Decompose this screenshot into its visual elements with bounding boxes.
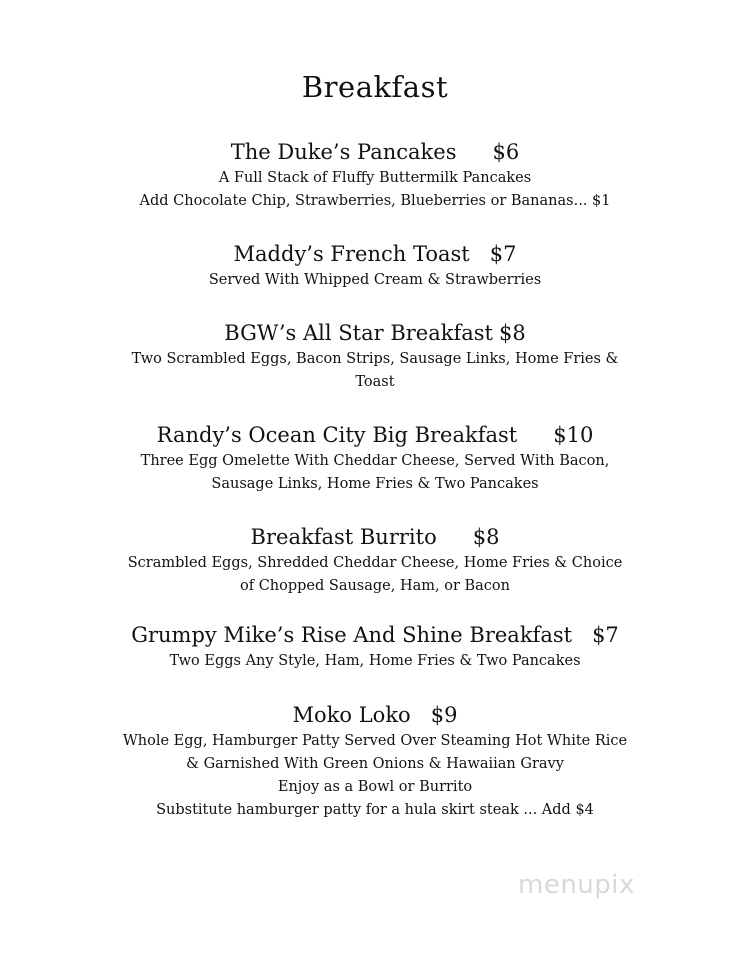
menu-item-description: Two Scrambled Eggs, Bacon Strips, Sausage Links, Home Fries & <box>131 351 619 367</box>
menu-item-name: Moko Loko <box>292 703 411 727</box>
menu-item-name: BGW’s All Star Breakfast <box>224 321 493 345</box>
menu-item-description: of Chopped Sausage, Ham, or Bacon <box>239 578 510 594</box>
menu-item-price: $7 <box>592 623 619 647</box>
menu-item-header <box>60 420 690 450</box>
menu-item-description: Substitute hamburger patty for a hula skirt steak ... Add $4 <box>156 802 594 818</box>
menu-item-description: Add Chocolate Chip, Strawberries, Blueberries or Bananas... $1 <box>139 193 611 209</box>
menu-item-description: Sausage Links, Home Fries & Two Pancakes <box>211 476 539 492</box>
menu-item-header <box>60 700 690 730</box>
menu-item-price: $10 <box>553 423 594 447</box>
menu-item-header <box>60 620 690 650</box>
menu-title: Breakfast <box>301 70 449 104</box>
menu-item-description: Served With Whipped Cream & Strawberries <box>208 272 542 288</box>
menu-item-grumpy-mikes-breakfast <box>60 620 690 673</box>
menupix-watermark: menupix <box>518 870 635 900</box>
menu-item-header <box>60 522 690 552</box>
menu-item-description: Enjoy as a Bowl or Burrito <box>277 779 473 795</box>
menu-item-moko-loko <box>60 700 690 822</box>
menu-item-price: $9 <box>430 703 458 727</box>
menu-item-description: Toast <box>355 374 395 390</box>
menu-item-description: Three Egg Omelette With Cheddar Cheese, Served With Bacon, <box>140 453 610 469</box>
menu-item-breakfast-burrito <box>60 522 690 598</box>
menu-item-description: & Garnished With Green Onions & Hawaiian Gravy <box>186 756 564 772</box>
menu-item-price: $8 <box>498 321 526 345</box>
menu-item-name: Grumpy Mike’s Rise And Shine Breakfast <box>131 623 573 647</box>
menu-item-name: Randy’s Ocean City Big Breakfast <box>156 423 518 447</box>
menu-item-bgw-all-star-breakfast <box>60 318 690 394</box>
menu-item-name: Breakfast Burrito <box>250 525 437 549</box>
menu-item-description: Two Eggs Any Style, Ham, Home Fries & Two Pancakes <box>169 653 581 669</box>
menu-item-price: $7 <box>489 242 517 266</box>
menu-item-name: Maddy’s French Toast <box>233 242 470 266</box>
menu-item-header <box>60 318 690 348</box>
menu-item-header <box>60 137 690 167</box>
menu-item-description: Scrambled Eggs, Shredded Cheddar Cheese, Home Fries & Choice <box>127 555 623 571</box>
menu-item-randys-big-breakfast <box>60 420 690 496</box>
menu-item-dukes-pancakes <box>60 137 690 213</box>
menu-item-maddys-french-toast <box>60 239 690 292</box>
menu-item-description: A Full Stack of Fluffy Buttermilk Pancakes <box>218 170 532 186</box>
menu-item-header <box>60 239 690 269</box>
menu-item-name: The Duke’s Pancakes <box>230 140 457 164</box>
menu-item-price: $8 <box>472 525 500 549</box>
menu-item-description: Whole Egg, Hamburger Patty Served Over Steaming Hot White Rice <box>122 733 628 749</box>
menu-item-price: $6 <box>492 140 520 164</box>
